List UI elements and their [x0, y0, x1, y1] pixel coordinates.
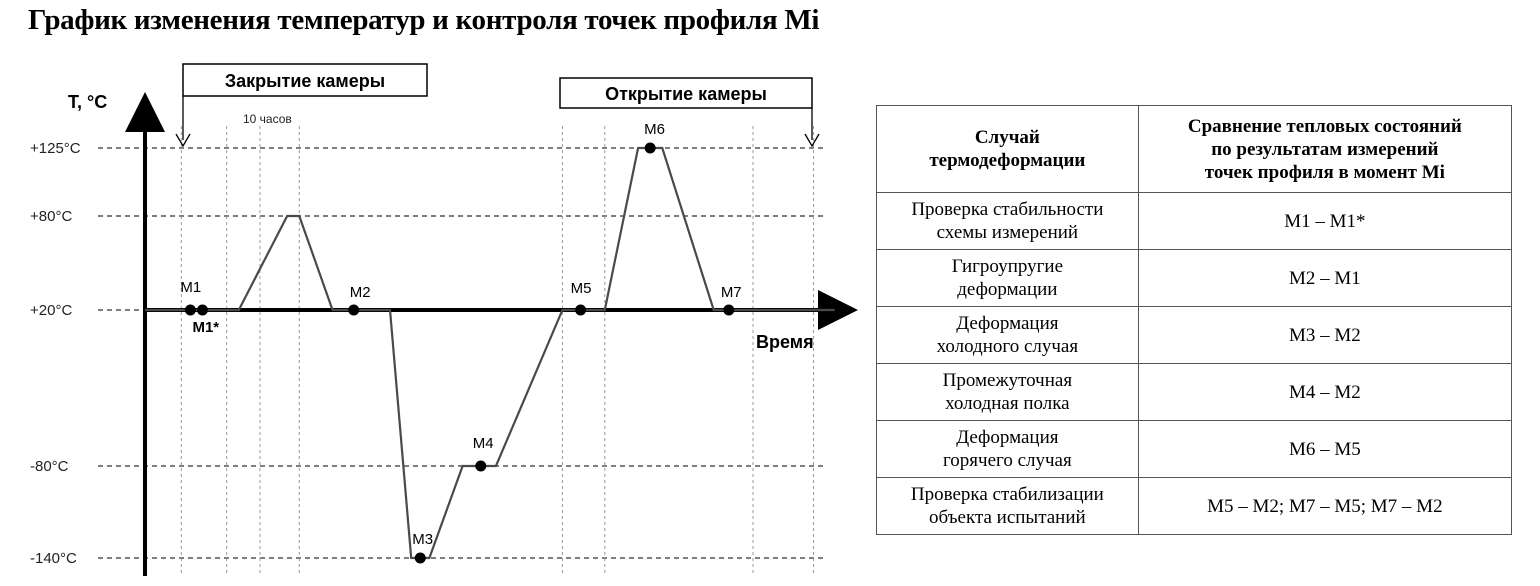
open-chamber-label: Открытие камеры	[605, 84, 767, 104]
comparison-table	[876, 105, 1512, 535]
point-m1-star	[197, 305, 208, 316]
table-row	[877, 421, 1512, 478]
y-tick-label: -80°C	[30, 458, 69, 475]
table-header-row	[877, 106, 1512, 193]
point-label: M1*	[192, 319, 220, 336]
compare-cell: M2 – M1	[1138, 250, 1511, 307]
point-label: M3	[412, 531, 434, 548]
case-cell-line: объекта испытаний	[929, 507, 1086, 528]
header-case	[877, 106, 1139, 193]
compare-cell: M3 – M2	[1138, 307, 1511, 364]
table-row	[877, 307, 1512, 364]
case-cell-line: горячего случая	[942, 450, 1072, 471]
case-cell-line: Промежуточная	[942, 370, 1073, 391]
y-tick-labels	[30, 140, 81, 567]
case-cell-line: Проверка стабилизации	[910, 484, 1104, 505]
table-row	[877, 193, 1512, 250]
y-tick-label: +125°C	[30, 140, 81, 157]
point-m2	[348, 305, 359, 316]
y-tick-label: -140°C	[30, 550, 77, 567]
point-label: M7	[720, 284, 742, 301]
table-row	[877, 250, 1512, 307]
header-case-line: Случай	[974, 127, 1040, 148]
point-m7	[723, 305, 734, 316]
y-axis-label: T, °C	[68, 92, 108, 112]
temperature-profile	[145, 148, 835, 558]
compare-cell: M1 – M1*	[1138, 193, 1511, 250]
point-m3	[415, 553, 426, 564]
page-title: График изменения температур и контроля точек профиля Mi	[28, 4, 820, 36]
header-compare	[1138, 106, 1511, 193]
close-chamber-label: Закрытие камеры	[224, 71, 386, 91]
point-m1	[185, 305, 196, 316]
header-compare-line: по результатам измерений	[1211, 138, 1439, 160]
open-chamber-annotation	[560, 78, 819, 146]
compare-cell: M6 – M5	[1138, 421, 1511, 478]
point-label: M1	[180, 279, 202, 296]
case-cell-line: Деформация	[956, 313, 1059, 334]
case-cell	[877, 250, 1139, 307]
table-row	[877, 478, 1512, 535]
duration-label: 10 часов	[243, 112, 292, 126]
case-cell-line: Деформация	[956, 427, 1059, 448]
header-compare-line: точек профиля в момент Mi	[1204, 161, 1445, 183]
point-m5	[575, 305, 586, 316]
close-chamber-annotation	[176, 64, 427, 146]
case-cell-line: холодного случая	[936, 336, 1079, 357]
header-case-line: термодеформации	[929, 150, 1086, 171]
point-label: M6	[644, 121, 666, 138]
case-cell-line: Проверка стабильности	[911, 199, 1104, 220]
header-compare-line: Сравнение тепловых состояний	[1187, 115, 1462, 137]
case-cell	[877, 307, 1139, 364]
case-cell	[877, 364, 1139, 421]
y-tick-label: +20°C	[30, 302, 73, 319]
case-cell-line: Гигроупругие	[951, 256, 1064, 277]
case-cell-line: схемы измерений	[936, 222, 1079, 243]
point-label: M5	[570, 280, 592, 297]
x-axis-label: Время	[756, 332, 814, 352]
point-m4	[475, 461, 486, 472]
gridlines	[98, 148, 826, 558]
case-cell	[877, 193, 1139, 250]
table-row	[877, 364, 1512, 421]
case-cell-line: холодная полка	[945, 393, 1070, 414]
temperature-series-line	[145, 148, 835, 558]
compare-cell: M5 – M2; M7 – M5; M7 – M2	[1138, 478, 1511, 535]
point-m6	[645, 143, 656, 154]
case-cell	[877, 421, 1139, 478]
compare-cell: M4 – M2	[1138, 364, 1511, 421]
case-cell-line: деформации	[957, 279, 1058, 300]
point-label: M2	[349, 284, 371, 301]
dotted-guides	[181, 126, 813, 576]
measurement-points	[180, 121, 741, 564]
y-tick-label: +80°C	[30, 208, 73, 225]
point-label: M4	[472, 435, 494, 452]
case-cell	[877, 478, 1139, 535]
